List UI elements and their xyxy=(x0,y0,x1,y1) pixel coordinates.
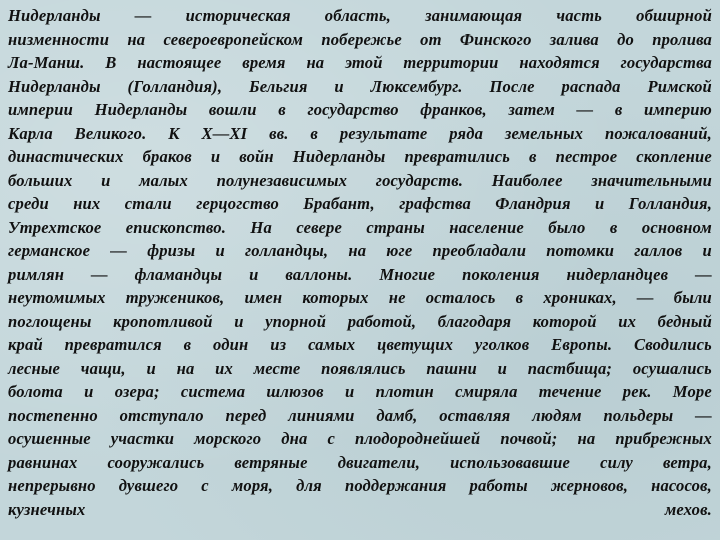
text-line: Карла Великого. К X—XI вв. в результате ряда земельных пожалований, xyxy=(8,123,712,143)
text-line: династических браков и войн Нидерланды превратились в пестрое скопление xyxy=(8,147,712,166)
body-paragraph xyxy=(8,4,712,521)
text-line: империи Нидерланды вошли в государство франков, затем — в империю xyxy=(8,100,712,119)
text-line: осушенные участки морского дна с плодороднейшей почвой; на прибрежных xyxy=(8,429,712,448)
text-line: низменности на североевропейском побережье от Финского залива до пролива xyxy=(8,29,712,49)
text-line: больших и малых полунезависимых государств. Наиболее значительными xyxy=(8,170,712,190)
text-line: кузнечных мехов. xyxy=(8,499,712,519)
text-line: лесные чащи, и на их месте появлялись пашни и пастбища; осушались xyxy=(8,358,712,378)
text-line: среди них стали герцогство Брабант, графства Фландрия и Голландия, xyxy=(8,194,712,213)
text-line: Нидерланды — историческая область, занимающая часть обширной xyxy=(8,6,712,25)
text-line: Нидерланды (Голландия), Бельгия и Люксембург. После распада Римской xyxy=(8,76,712,96)
text-line: равнинах сооружались ветряные двигатели, использовавшие силу ветра, xyxy=(8,452,712,472)
text-line: постепенно отступало перед линиями дамб, оставляя людям польдеры — xyxy=(8,405,712,425)
text-line: римлян — фламандцы и валлоны. Многие поколения нидерландцев — xyxy=(8,264,712,284)
text-line: край превратился в один из самых цветущих уголков Европы. Сводились xyxy=(8,335,712,354)
text-line: неутомимых тружеников, имен которых не осталось в хрониках, — были xyxy=(8,288,712,307)
text-line: болота и озера; система шлюзов и плотин смиряла течение рек. Море xyxy=(8,382,712,401)
text-line: непрерывно дувшего с моря, для поддержания работы жерновов, насосов, xyxy=(8,476,712,495)
text-line: Ла-Манш. В настоящее время на этой территории находятся государства xyxy=(8,53,712,72)
text-line: германское — фризы и голландцы, на юге преобладали потомки галлов и xyxy=(8,241,712,260)
text-line: поглощены кропотливой и упорной работой, благодаря которой их бедный xyxy=(8,311,712,331)
text-line: Утрехтское епископство. На севере страны население было в основном xyxy=(8,217,712,237)
